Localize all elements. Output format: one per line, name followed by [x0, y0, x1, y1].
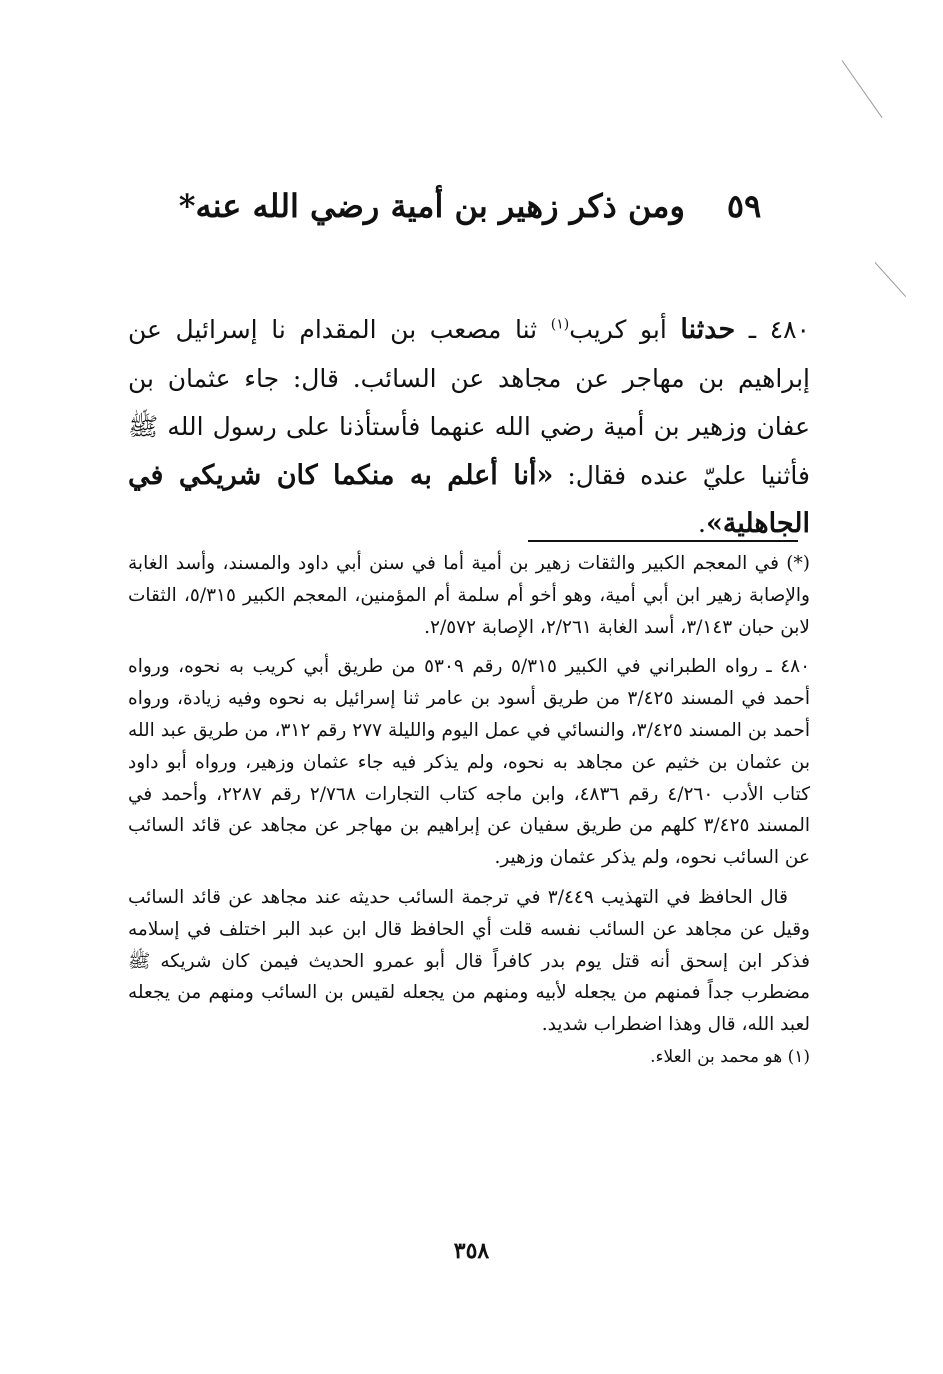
- hadith-opening: حدثنا: [680, 314, 736, 345]
- hadith-text: [128, 306, 810, 549]
- hafiz-note: قال الحافظ في التهذيب ٣/٤٤٩ في ترجمة السائب حديثه عند مجاهد عن قائد السائب وقيل عن مجاهد عن السائب نفسه قلت أي الحافظ قال ابن عبد البر اختلف في إسلامه فذكر ابن إسحق أنه قتل يوم بدر كافراً قال أبو عمرو الحديث فيمن كان شريكه ﷺ مضطرب جداً فمنهم من يجعله لأبيه ومنهم من يجعله لقيس بن السائب ومنهم من يجعله لعبد الله، قال وهذا اضطراب شديد.: [128, 886, 810, 1036]
- hadith-narrator: أبو كريب: [569, 315, 667, 344]
- scan-artifact-line: [875, 262, 907, 297]
- footnotes: [128, 548, 810, 1071]
- scan-artifact-line: [842, 60, 883, 118]
- footnote-reference: (١): [550, 316, 570, 333]
- chapter-heading: [130, 182, 810, 230]
- chapter-number: ٥٩: [726, 187, 762, 225]
- hadith-chain-and-text: ثنا مصعب بن المقدام نا إسرائيل عن إبراهيم بن مهاجر عن مجاهد عن السائب. قال: جاء عثمان بن عفان وزهير بن أمية رضي الله عنهما فأستأذنا على رسول الله ﷺ فأثنيا عليّ عنده فقال:: [128, 315, 811, 490]
- hadith-number: ٤٨٠ ـ: [748, 315, 810, 344]
- takhrij-note: ٤٨٠ ـ رواه الطبراني في الكبير ٥/٣١٥ رقم ٥٣٠٩ من طريق أبي كريب به نحوه، ورواه أحمد في المسند ٣/٤٢٥ من طريق أسود بن عامر ثنا إسرائيل به نحوه وفيه زيادة، ورواه أحمد بن المسند ٣/٤٢٥، والنسائي في عمل اليوم والليلة ٢٧٧ رقم ٣١٢، من طريق عبد الله بن عثمان بن خثيم عن مجاهد به نحوه، ولم يذكر فيه جاء عثمان وزهير، ورواه أبو داود كتاب الأدب ٤/٢٦٠ رقم ٤٨٣٦، وابن ماجه كتاب التجارات ٢/٧٦٨ رقم ٢٢٨٧، وأحمد في المسند ٣/٤٢٥ كلهم من طريق سفيان عن إبراهيم بن مهاجر عن مجاهد عن قائد السائب عن السائب نحوه، ولم يذكر عثمان وزهير.: [128, 656, 811, 869]
- footnote-separator: [528, 540, 798, 542]
- hadith-quote: «أنا أعلم به منكما كان شريكي في الجاهلية»: [128, 459, 810, 539]
- footnote-1: (١) هو محمد بن العلاء.: [650, 1046, 810, 1067]
- star-note: (*) في المعجم الكبير والثقات زهير بن أمية أما في سنن أبي داود والمسند، وأسد الغابة والإصابة زهير ابن أبي أمية، وهو أخو أم سلمة أم المؤمنين، المعجم الكبير ٥/٣١٥، الثقات لابن حبان ٣/١٤٣، أسد الغابة ٢/٢٦١، الإصابة ٢/٥٧٢.: [128, 553, 810, 638]
- hadith-end: .: [697, 509, 706, 538]
- page-number: ٣٥٨: [453, 1238, 490, 1264]
- chapter-title: ومن ذكر زهير بن أمية رضي الله عنه*: [178, 187, 685, 225]
